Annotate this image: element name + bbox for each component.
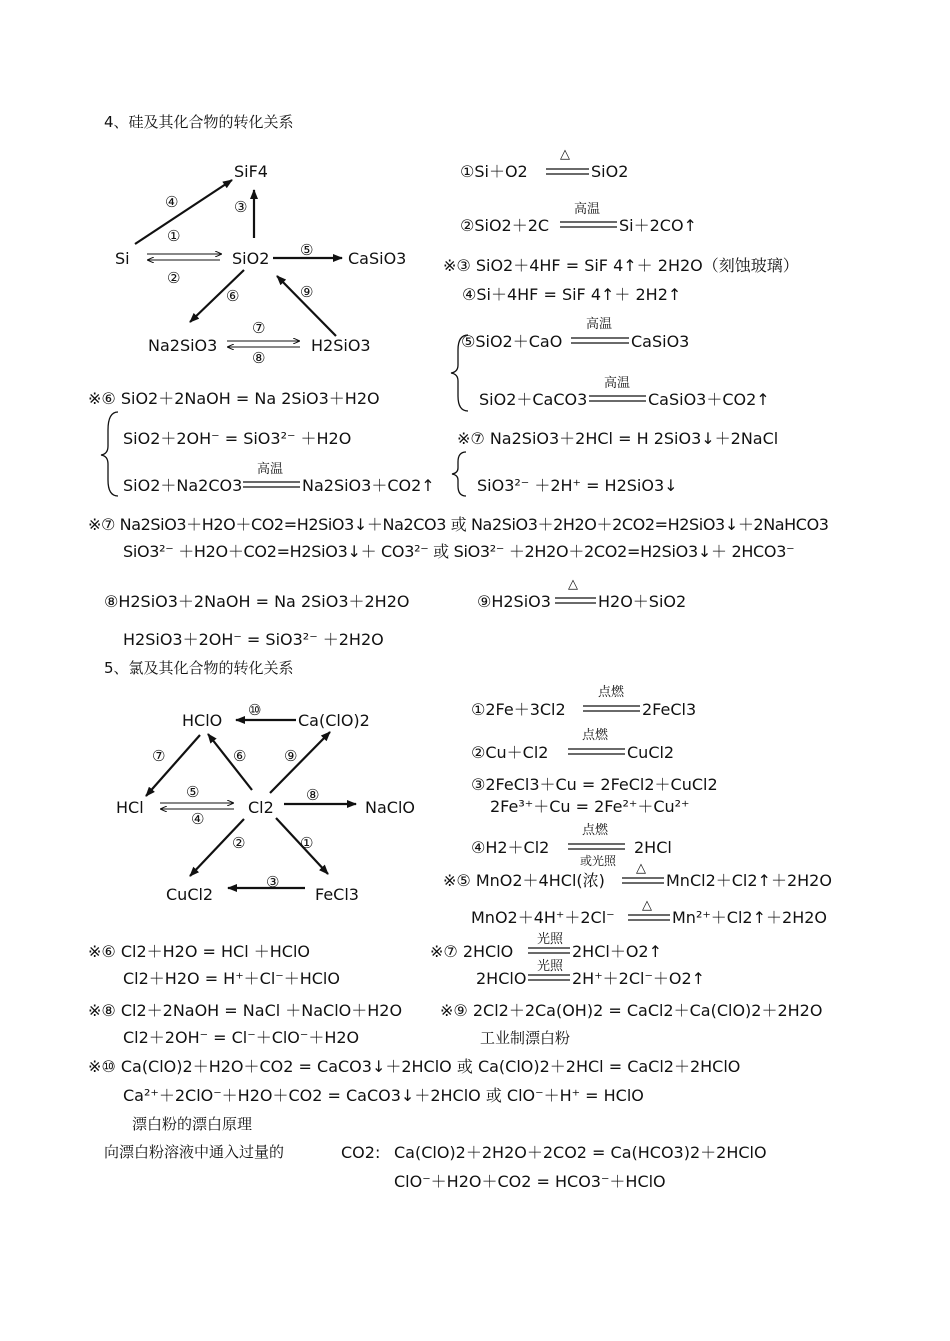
eq-si-9-cond: △ xyxy=(568,577,578,592)
node-casio3: CaSiO3 xyxy=(348,249,407,268)
eq-si-6b-cond: 高温 xyxy=(257,462,284,477)
eq-cl-6: ※⑥ Cl2＋H2O = HCl ＋HClO xyxy=(88,942,310,961)
eq-cl-9: ※⑨ 2Cl2＋2Ca(OH)2 = CaCl2＋Ca(ClO)2＋2H2O xyxy=(440,1001,823,1020)
node-hclo: HClO xyxy=(182,711,223,730)
node-na2sio3: Na2SiO3 xyxy=(148,336,218,355)
section-4-heading: 4、硅及其化合物的转化关系 xyxy=(104,113,294,131)
eq-cl-10: ※⑩ Ca(ClO)2＋H2O＋CO2 = CaCO3↓＋2HClO 或 Ca(ClO)2＋2HCl = CaCl2＋2HClO xyxy=(88,1057,741,1076)
node-cl2: Cl2 xyxy=(248,798,274,817)
eq-cl-3: ③2FeCl3＋Cu = 2FeCl2＋CuCl2 xyxy=(471,775,718,794)
label-3: ③ xyxy=(234,198,248,216)
eq-si-5a-right: CaSiO3 xyxy=(631,332,690,351)
label-8: ⑧ xyxy=(252,349,266,367)
node-naclo: NaClO xyxy=(365,798,415,817)
eq-cl-1-right: 2FeCl3 xyxy=(642,700,697,719)
eq-cl-5-cond: △ xyxy=(636,861,646,876)
eq-si-8a: H2SiO3＋2OH⁻ = SiO3²⁻ ＋2H2O xyxy=(123,630,384,649)
eq-cl-4-right: 2HCl xyxy=(634,838,672,857)
node-sio2: SiO2 xyxy=(232,249,270,268)
eq-si-7d: SiO3²⁻ ＋H2O＋CO2=H2SiO3↓＋ CO3²⁻ 或 SiO3²⁻ ＋2H2O＋2CO2=H2SiO3↓＋ 2HCO3⁻ xyxy=(123,542,795,561)
eq-si-3: ※③ SiO2＋4HF = SiF 4↑＋ 2H2O（刻蚀玻璃） xyxy=(443,256,799,275)
eq-si-1-right: SiO2 xyxy=(591,162,629,181)
arrow-9-cl xyxy=(270,732,330,793)
note-bleach-principle: 漂白粉的漂白原理 xyxy=(132,1115,253,1133)
label-cl-7: ⑦ xyxy=(152,747,166,765)
eq-si-7a: SiO3²⁻ ＋2H⁺ = H2SiO3↓ xyxy=(477,476,678,495)
brace-r6 xyxy=(101,412,118,496)
eq-cl-5-left: ※⑤ MnO2＋4HCl(浓) xyxy=(443,871,605,890)
eq-si-2-cond: 高温 xyxy=(574,202,601,217)
eq-si-9-left: ⑨H2SiO3 xyxy=(477,592,551,611)
eq-cl-2-left: ②Cu＋Cl2 xyxy=(471,743,549,762)
section-5-heading: 5、氯及其化合物的转化关系 xyxy=(104,659,294,677)
eq-si-6a: SiO2＋2OH⁻ = SiO3²⁻ ＋H2O xyxy=(123,429,352,448)
eq-si-5a-left: ⑤SiO2＋CaO xyxy=(461,332,563,351)
eq-cl-9-note: 工业制漂白粉 xyxy=(480,1029,571,1047)
label-cl-5: ⑤ xyxy=(186,783,200,801)
eq-cl-10a: Ca²⁺＋2ClO⁻＋H2O＋CO2 = CaCO3↓＋2HClO 或 ClO⁻＋H⁺ = HClO xyxy=(123,1086,644,1105)
label-cl-3: ③ xyxy=(266,873,280,891)
eq-cl-5a-right: Mn²⁺＋Cl2↑＋2H2O xyxy=(672,908,827,927)
eq-si-1-left: ①Si＋O2 xyxy=(460,162,528,181)
eq-si-5b-right: CaSiO3＋CO2↑ xyxy=(648,390,770,409)
eq-si-6: ※⑥ SiO2＋2NaOH = Na 2SiO3＋H2O xyxy=(88,389,380,408)
eq-si-4: ④Si＋4HF = SiF 4↑＋ 2H2↑ xyxy=(462,285,682,304)
eq-cl-5a-left: MnO2＋4H⁺＋2Cl⁻ xyxy=(471,908,615,927)
node-sif4: SiF4 xyxy=(234,162,268,181)
node-si: Si xyxy=(115,249,130,268)
label-cl-2: ② xyxy=(232,834,246,852)
eq-cl-2-right: CuCl2 xyxy=(627,743,675,762)
eq-si-2-right: Si＋2CO↑ xyxy=(619,216,697,235)
node-fecl3: FeCl3 xyxy=(315,885,359,904)
eq-cl-11a: ClO⁻＋H2O＋CO2 = HCO3⁻＋HClO xyxy=(394,1172,666,1191)
label-cl-1: ① xyxy=(300,834,314,852)
eq-cl-2-cond: 点燃 xyxy=(582,728,609,743)
eq-si-7: ※⑦ Na2SiO3＋2HCl = H 2SiO3↓＋2NaCl xyxy=(457,429,779,448)
brace-r7 xyxy=(452,452,466,496)
eq-cl-4-left: ④H2＋Cl2 xyxy=(471,838,550,857)
eq-cl-7-right: 2HCl＋O2↑ xyxy=(572,942,663,961)
eq-si-7c: ※⑦ Na2SiO3＋H2O＋CO2=H2SiO3↓＋Na2CO3 或 Na2SiO3＋2H2O＋2CO2=H2SiO3↓＋2NaHCO3 xyxy=(88,515,829,534)
eq-cl-11: Ca(ClO)2＋2H2O＋2CO2 = Ca(HCO3)2＋2HClO xyxy=(394,1143,767,1162)
eq-si-1-cond: △ xyxy=(560,147,570,162)
eq-cl-4-cond2: 或光照 xyxy=(580,854,617,868)
eq-cl-5-right: MnCl2＋Cl2↑＋2H2O xyxy=(666,871,832,890)
eq-si-5b-left: SiO2＋CaCO3 xyxy=(479,390,588,409)
label-cl-4: ④ xyxy=(191,810,205,828)
node-caclo2: Ca(ClO)2 xyxy=(298,711,370,730)
eq-cl-7-left: ※⑦ 2HClO xyxy=(430,942,514,961)
arrow-4 xyxy=(135,180,232,244)
eq-si-6b-left: SiO2＋Na2CO3 xyxy=(123,476,243,495)
eq-si-6b-right: Na2SiO3＋CO2↑ xyxy=(302,476,435,495)
eq-cl-6a: Cl2＋H2O = H⁺＋Cl⁻＋HClO xyxy=(123,969,340,988)
eq-cl-8: ※⑧ Cl2＋2NaOH = NaCl ＋NaClO＋H2O xyxy=(88,1001,403,1020)
eq-si-2-left: ②SiO2＋2C xyxy=(460,216,550,235)
eq-si-8: ⑧H2SiO3＋2NaOH = Na 2SiO3＋2H2O xyxy=(104,592,410,611)
eq-si-9-right: H2O＋SiO2 xyxy=(598,592,687,611)
node-cucl2: CuCl2 xyxy=(166,885,214,904)
label-2: ② xyxy=(167,269,181,287)
label-cl-6: ⑥ xyxy=(233,747,247,765)
eq-cl-1-left: ①2Fe＋3Cl2 xyxy=(471,700,566,719)
label-4: ④ xyxy=(165,193,179,211)
eq-cl-8a: Cl2＋2OH⁻ = Cl⁻＋ClO⁻＋H2O xyxy=(123,1028,360,1047)
eq-cl-3a: 2Fe³⁺＋Cu = 2Fe²⁺＋Cu²⁺ xyxy=(490,797,690,816)
label-9: ⑨ xyxy=(300,283,314,301)
label-5: ⑤ xyxy=(300,241,314,259)
eq-cl-4-cond: 点燃 xyxy=(582,823,609,838)
eq-cl-1-cond: 点燃 xyxy=(598,685,625,700)
eq-cl-5a-cond: △ xyxy=(642,898,652,913)
note-co2-label: CO2: xyxy=(341,1143,381,1162)
label-1: ① xyxy=(167,227,181,245)
eq-cl-7a-right: 2H⁺＋2Cl⁻＋O2↑ xyxy=(572,969,706,988)
eq-cl-7a-cond: 光照 xyxy=(537,959,564,974)
label-6: ⑥ xyxy=(226,287,240,305)
eq-si-5a-cond: 高温 xyxy=(586,317,613,332)
label-cl-10: ⑩ xyxy=(248,701,262,719)
node-hcl: HCl xyxy=(116,798,144,817)
label-cl-8: ⑧ xyxy=(306,786,320,804)
note-excess-co2: 向漂白粉溶液中通入过量的 xyxy=(104,1143,285,1161)
label-cl-9: ⑨ xyxy=(284,747,298,765)
eq-cl-7a-left: 2HClO xyxy=(476,969,527,988)
label-7: ⑦ xyxy=(252,319,266,337)
node-h2sio3: H2SiO3 xyxy=(311,336,371,355)
eq-si-5b-cond: 高温 xyxy=(604,376,631,391)
eq-cl-7-cond: 光照 xyxy=(537,932,564,947)
